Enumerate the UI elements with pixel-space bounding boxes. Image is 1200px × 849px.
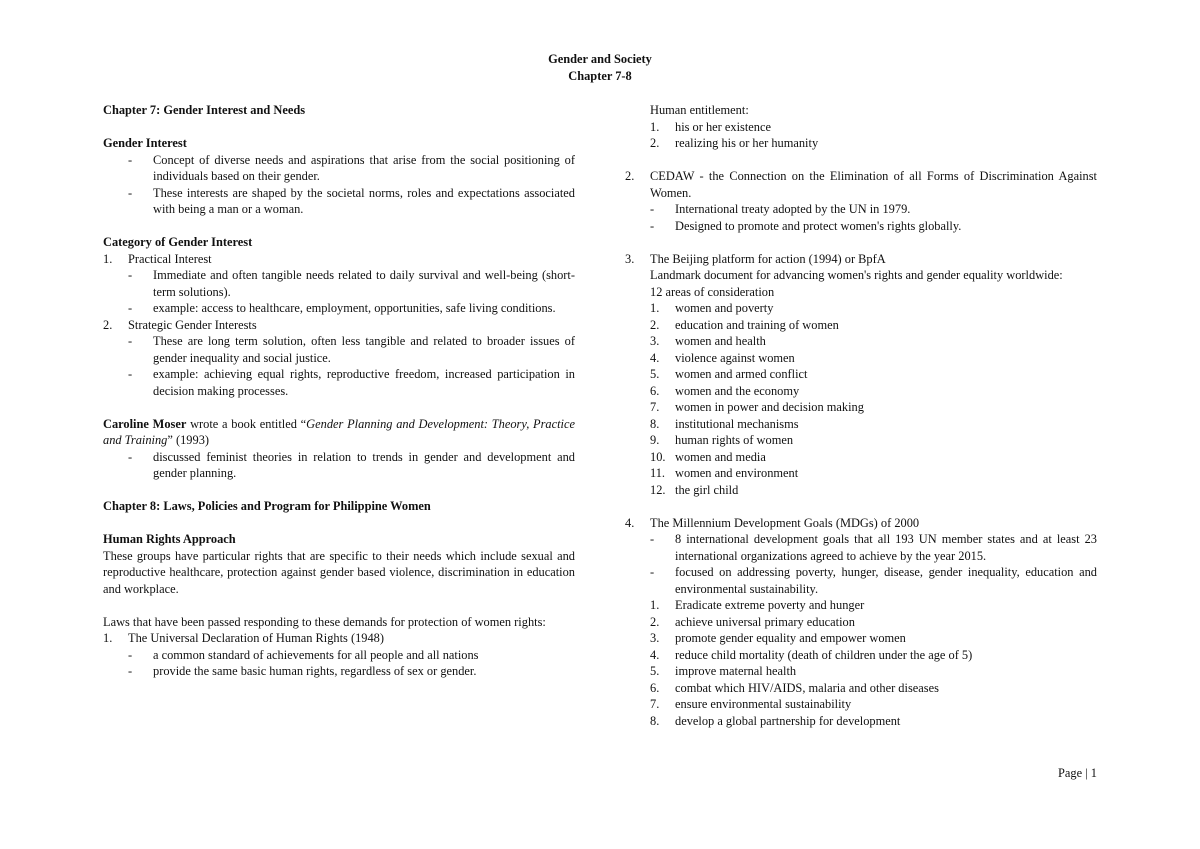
mdg-goals-list bbox=[625, 597, 1097, 729]
list-item: - These are long term solution, often less tangible and related to broader issues of gender inequality and social justice. bbox=[128, 334, 575, 365]
list-item: - focused on addressing poverty, hunger, disease, gender inequality, education and environmental sustainability. bbox=[650, 565, 1097, 596]
list-item: - Designed to promote and protect women's rights globally. bbox=[650, 218, 962, 233]
list-item: 6. combat which HIV/AIDS, malaria and other diseases bbox=[650, 680, 939, 695]
list-item: 8. develop a global partnership for development bbox=[650, 713, 901, 728]
list-item: 5. women and armed conflict bbox=[650, 367, 808, 381]
list-item: 1. Eradicate extreme poverty and hunger bbox=[650, 598, 865, 612]
bpfa-areas-label: 12 areas of consideration bbox=[650, 284, 775, 299]
practical-interest-list bbox=[103, 267, 575, 317]
list-item: 3. The Beijing platform for action (1994) or BpfA bbox=[625, 251, 886, 266]
entitlement-list bbox=[625, 119, 1097, 152]
list-item: 1. women and poverty bbox=[650, 301, 774, 315]
moser-paragraph: Caroline Moser wrote a book entitled “Gender Planning and Development: Theory, Practice and Training” (1993) bbox=[103, 416, 575, 447]
list-item: - example: achieving equal rights, reproductive freedom, increased participation in decision making processes. bbox=[128, 367, 575, 398]
list-item: 3. promote gender equality and empower women bbox=[650, 631, 906, 645]
gender-interest-heading: Gender Interest bbox=[103, 136, 187, 150]
left-column bbox=[103, 102, 575, 680]
right-column bbox=[625, 102, 1097, 729]
moser-list bbox=[103, 449, 575, 482]
document-title: Gender and Society bbox=[548, 52, 652, 66]
human-rights-paragraph: These groups have particular rights that are specific to their needs which include sexual and reproductive healthcare, protection against gender based violence, discrimination in education and workplace. bbox=[103, 548, 575, 596]
list-item: 1. Practical Interest bbox=[103, 251, 212, 266]
list-item: 8. institutional mechanisms bbox=[650, 416, 799, 431]
list-item: 11. women and environment bbox=[650, 466, 799, 480]
document-subtitle: Chapter 7-8 bbox=[568, 68, 632, 83]
entitlement-label: Human entitlement: bbox=[650, 103, 749, 117]
list-item: 4. violence against women bbox=[650, 350, 795, 365]
list-item: 12. the girl child bbox=[650, 482, 739, 497]
cedaw-list bbox=[625, 201, 1097, 234]
list-item: 2. CEDAW - the Connection on the Elimination of all Forms of Discrimination Against Women. bbox=[625, 169, 1097, 200]
list-item: 2. Strategic Gender Interests bbox=[103, 317, 257, 332]
list-item: - Concept of diverse needs and aspirations that arise from the social positioning of individuals based on their gender. bbox=[128, 152, 575, 183]
list-item: 7. women in power and decision making bbox=[650, 400, 864, 414]
list-item: 2. realizing his or her humanity bbox=[650, 136, 819, 150]
list-item: 1. The Universal Declaration of Human Rights (1948) bbox=[103, 631, 385, 645]
list-item: - example: access to healthcare, employment, opportunities, safe living conditions. bbox=[128, 301, 556, 315]
udhr-list bbox=[103, 647, 575, 680]
list-item: 4. reduce child mortality (death of children under the age of 5) bbox=[650, 647, 973, 662]
list-item: - discussed feminist theories in relation to trends in gender and development and gender planning. bbox=[128, 449, 575, 480]
list-item: 6. women and the economy bbox=[650, 383, 800, 398]
gender-interest-list bbox=[103, 152, 575, 218]
mdg-bullets bbox=[625, 531, 1097, 597]
category-heading: Category of Gender Interest bbox=[103, 235, 253, 249]
bpfa-list bbox=[625, 300, 1097, 498]
list-item: - a common standard of achievements for all people and all nations bbox=[128, 647, 479, 662]
chapter-7-heading: Chapter 7: Gender Interest and Needs bbox=[103, 103, 306, 117]
page-number: Page | 1 bbox=[1058, 766, 1097, 780]
list-item: 2. achieve universal primary education bbox=[650, 614, 855, 629]
bpfa-description: Landmark document for advancing women's rights and gender equality worldwide: bbox=[650, 268, 1063, 282]
list-item: 7. ensure environmental sustainability bbox=[650, 697, 852, 711]
strategic-interest-list bbox=[103, 333, 575, 399]
list-item: 3. women and health bbox=[650, 334, 766, 348]
moser-name: Caroline Moser bbox=[103, 416, 187, 431]
list-item: 1. his or her existence bbox=[650, 119, 771, 134]
moser-book-title: Gender Planning and Development: Theory, Practice and Training bbox=[103, 416, 575, 447]
list-item: 2. education and training of women bbox=[650, 317, 839, 332]
list-item: - These interests are shaped by the societal norms, roles and expectations associated with being a man or a woman. bbox=[128, 185, 575, 216]
list-item: 5. improve maternal health bbox=[650, 664, 797, 678]
list-item: 4. The Millennium Development Goals (MDGs) of 2000 bbox=[625, 515, 920, 530]
page-header bbox=[0, 51, 1200, 84]
list-item: - provide the same basic human rights, regardless of sex or gender. bbox=[128, 664, 477, 678]
list-item: - 8 international development goals that all 193 UN member states and at least 23 international organizations agreed to achieve by the year 2015. bbox=[650, 532, 1097, 563]
list-item: - International treaty adopted by the UN in 1979. bbox=[650, 202, 911, 216]
list-item: 10. women and media bbox=[650, 449, 766, 464]
laws-paragraph: Laws that have been passed responding to these demands for protection of women rights: bbox=[103, 614, 546, 629]
list-item: - Immediate and often tangible needs related to daily survival and well-being (short-term solutions). bbox=[128, 268, 575, 299]
list-item: 9. human rights of women bbox=[650, 433, 794, 447]
chapter-8-heading: Chapter 8: Laws, Policies and Program for Philippine Women bbox=[103, 499, 431, 513]
human-rights-approach-heading: Human Rights Approach bbox=[103, 532, 236, 546]
